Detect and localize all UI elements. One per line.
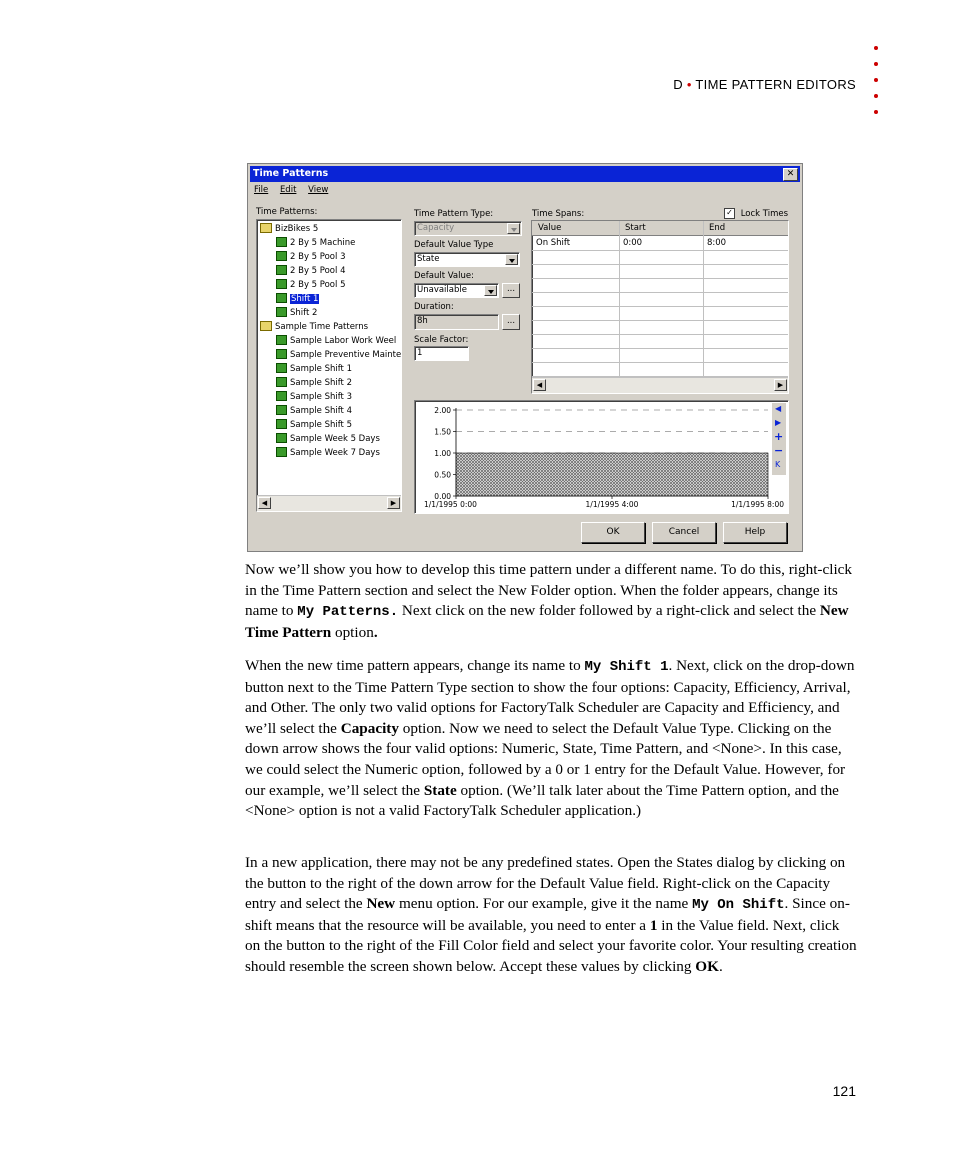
page-number: 121 bbox=[832, 1083, 856, 1099]
checkbox-check-icon[interactable]: ✓ bbox=[724, 208, 735, 219]
time-spans-label: Time Spans: bbox=[532, 209, 585, 219]
time-spans-grid[interactable] bbox=[531, 220, 789, 394]
tree-item[interactable] bbox=[276, 264, 345, 278]
chevron-down-icon[interactable] bbox=[507, 223, 520, 234]
cancel-button[interactable]: Cancel bbox=[652, 522, 716, 543]
zoom-in-icon[interactable]: + bbox=[774, 430, 784, 443]
tree-item[interactable] bbox=[276, 334, 396, 348]
tree-folder[interactable] bbox=[260, 320, 368, 334]
tree-horizontal-scrollbar[interactable] bbox=[257, 495, 401, 511]
tree-item-label: Sample Shift 1 bbox=[290, 364, 353, 374]
tree-item[interactable] bbox=[276, 250, 345, 264]
tree-folder[interactable] bbox=[260, 222, 318, 236]
menu-bar bbox=[254, 185, 337, 197]
tree-item-label: Sample Shift 2 bbox=[290, 378, 353, 388]
text-run: in the Value field. Next, click on the button to the right of the Fill Color field and select your favorite color. Your resulting creation should resemble the screen shown below. Accept these values by clicking bbox=[245, 916, 857, 975]
pattern-type-select[interactable] bbox=[414, 221, 522, 236]
text-run: option. Now we need to select the Default Value Type. Clicking on the down arrow shows the four valid options: Numeric, State, Time Pattern, and <None>. In this case, we could select the Numeric option, followed by a 0 or 1 entry for the Default Value. However, for our example, we’ll select the bbox=[245, 719, 846, 799]
time-pattern-chart[interactable] bbox=[414, 400, 789, 514]
bold-text: Capacity bbox=[340, 719, 399, 737]
scale-factor-input[interactable] bbox=[414, 346, 469, 361]
text-run: menu option. For our example, give it the name bbox=[395, 895, 693, 913]
folder-icon bbox=[260, 223, 272, 233]
default-value-label: Default Value: bbox=[414, 271, 474, 281]
time-pattern-icon bbox=[276, 251, 287, 261]
grid-row-line bbox=[532, 362, 788, 363]
time-pattern-icon bbox=[276, 419, 287, 429]
time-pattern-icon bbox=[276, 279, 287, 289]
text-run: . bbox=[718, 957, 723, 975]
time-pattern-icon bbox=[276, 433, 287, 443]
tree-item[interactable] bbox=[276, 390, 352, 404]
time-pattern-icon bbox=[276, 335, 287, 345]
grid-row-line bbox=[532, 278, 788, 279]
time-pattern-icon bbox=[276, 391, 287, 401]
grid-horizontal-scrollbar[interactable] bbox=[532, 377, 788, 393]
header-separator: • bbox=[686, 77, 692, 92]
scroll-left-icon[interactable]: ◀ bbox=[258, 497, 271, 509]
chart-toolbar bbox=[772, 403, 786, 475]
y-tick-label: 2.00 bbox=[434, 406, 451, 415]
tree-item-label: 2 By 5 Pool 4 bbox=[290, 266, 346, 276]
tree-item-label: Sample Labor Work Weel bbox=[290, 336, 397, 346]
default-value-ellipsis-button[interactable]: ... bbox=[502, 283, 520, 298]
span-cell-end[interactable]: 8:00 bbox=[707, 238, 727, 248]
bold-text: . bbox=[373, 623, 378, 641]
bold-text: 1 bbox=[649, 916, 658, 934]
tree-item[interactable] bbox=[276, 278, 345, 292]
time-pattern-icon bbox=[276, 405, 287, 415]
paragraph-2 bbox=[245, 656, 857, 822]
tree-item[interactable] bbox=[276, 376, 352, 390]
time-pattern-icon bbox=[276, 447, 287, 457]
text-run: option bbox=[331, 623, 374, 641]
grid-header bbox=[532, 221, 788, 236]
time-pattern-icon bbox=[276, 349, 287, 359]
tree-item[interactable] bbox=[276, 292, 319, 306]
menu-edit[interactable]: Edit bbox=[279, 185, 297, 195]
text-run: In a new application, there may not be any predefined states. Open the States dialog by clicking on the button to the right of the down arrow for the Default Value field. Right-click on the Capacity entry and select the bbox=[245, 854, 846, 913]
tree-item-label: Sample Shift 5 bbox=[290, 420, 353, 430]
tree-item[interactable] bbox=[276, 446, 380, 460]
text-run: Now we’ll show you how to develop this time pattern under a different name. To do this, right-click in the Time Pattern section and select the New Folder option. When the folder appears, change its name to bbox=[245, 561, 853, 620]
tree-item[interactable] bbox=[276, 362, 352, 376]
chart-first-icon[interactable]: K bbox=[775, 460, 781, 469]
tree-item-label: Sample Shift 4 bbox=[290, 406, 353, 416]
default-value-type-select[interactable] bbox=[414, 252, 520, 267]
default-value-select[interactable] bbox=[414, 283, 499, 298]
grid-row-line bbox=[532, 348, 788, 349]
duration-ellipsis-button[interactable]: ... bbox=[502, 314, 520, 330]
span-cell-value[interactable]: On Shift bbox=[536, 238, 571, 248]
text-run: . Since on-shift means that the resource will be available, you need to enter a bbox=[245, 895, 850, 934]
zoom-out-icon[interactable]: − bbox=[774, 444, 784, 457]
y-tick-label: 0.00 bbox=[434, 492, 451, 501]
tree-label: Time Patterns: bbox=[256, 207, 318, 217]
chart-svg bbox=[416, 402, 787, 512]
chevron-down-icon[interactable] bbox=[505, 254, 518, 265]
tree-item-label: Sample Time Patterns bbox=[275, 322, 369, 332]
tree-item-label: 2 By 5 Machine bbox=[290, 238, 356, 248]
tree-item-label: 2 By 5 Pool 3 bbox=[290, 252, 346, 262]
chart-left-icon[interactable]: ◀ bbox=[775, 404, 782, 413]
lock-times-checkbox[interactable] bbox=[724, 208, 788, 219]
tree-item-label: Sample Shift 3 bbox=[290, 392, 353, 402]
default-value-type-label: Default Value Type bbox=[414, 240, 494, 250]
lock-times-label: Lock Times bbox=[740, 209, 789, 219]
time-pattern-tree[interactable] bbox=[256, 219, 402, 512]
area-series bbox=[456, 453, 768, 496]
column-header-start[interactable]: Start bbox=[625, 223, 646, 233]
time-patterns-window bbox=[247, 163, 803, 552]
x-tick-label: 1/1/1995 8:00 bbox=[731, 500, 784, 509]
menu-file[interactable]: File bbox=[254, 185, 269, 195]
help-button[interactable]: Help bbox=[723, 522, 787, 543]
text-run: . Next, click on the drop-down button next to the Time Pattern Type section to show the four options: Capacity, Efficiency, Arrival, and Other. The only two valid options for FactoryTalk Scheduler are Capacity and Efficiency, and we’ll select the bbox=[245, 657, 855, 737]
paragraph-3 bbox=[245, 853, 857, 978]
y-tick-label: 1.00 bbox=[434, 449, 451, 458]
scroll-right-icon[interactable]: ▶ bbox=[387, 497, 400, 509]
tree-item[interactable] bbox=[276, 432, 380, 446]
default-value-value: Unavailable bbox=[417, 285, 467, 295]
chart-right-icon[interactable]: ▶ bbox=[775, 418, 782, 427]
tree-item[interactable] bbox=[276, 404, 352, 418]
header-title: TIME PATTERN EDITORS bbox=[695, 77, 856, 92]
time-pattern-icon bbox=[276, 237, 287, 247]
scale-factor-label: Scale Factor: bbox=[414, 335, 469, 345]
default-value-type-value: State bbox=[417, 254, 440, 264]
window-titlebar bbox=[250, 166, 800, 182]
decorative-dots bbox=[874, 46, 882, 126]
scroll-right-icon[interactable]: ▶ bbox=[774, 379, 787, 391]
time-pattern-icon bbox=[276, 307, 287, 317]
code-text: My Patterns. bbox=[297, 604, 399, 621]
time-pattern-icon bbox=[276, 363, 287, 373]
span-cell-start[interactable]: 0:00 bbox=[623, 238, 643, 248]
grid-row-line bbox=[532, 250, 788, 251]
text-run: option. (We’ll talk later about the Time Pattern option, and the <None> option is not a valid FactoryTalk Scheduler application.) bbox=[245, 781, 839, 820]
grid-row-line bbox=[532, 334, 788, 335]
grid-row-line bbox=[532, 320, 788, 321]
text-run: Next click on the new folder followed by a right-click and select the bbox=[398, 602, 820, 620]
bold-text: OK bbox=[695, 957, 719, 975]
tree-item-label: Sample Week 5 Days bbox=[290, 434, 380, 444]
grid-row-line bbox=[532, 306, 788, 307]
bold-text: State bbox=[423, 781, 457, 799]
running-header bbox=[673, 77, 856, 92]
duration-value: 8h bbox=[417, 316, 428, 326]
tree-item-label: 2 By 5 Pool 5 bbox=[290, 280, 346, 290]
scale-factor-value: 1 bbox=[417, 348, 423, 358]
y-tick-label: 0.50 bbox=[434, 470, 451, 480]
text-run: When the new time pattern appears, change its name to bbox=[245, 657, 585, 674]
tree-item-label: BizBikes 5 bbox=[275, 224, 319, 234]
time-pattern-icon bbox=[276, 265, 287, 275]
tree-item-label: Sample Preventive Mainte bbox=[290, 350, 402, 360]
x-tick-label: 1/1/1995 4:00 bbox=[585, 500, 639, 509]
code-text: My Shift 1 bbox=[584, 659, 669, 675]
grid-row-line bbox=[532, 264, 788, 265]
time-pattern-icon bbox=[276, 293, 287, 303]
paragraph-1 bbox=[245, 560, 857, 643]
header-letter: D bbox=[673, 77, 683, 92]
code-text: My On Shift bbox=[692, 897, 785, 914]
y-tick-label: 1.50 bbox=[434, 427, 451, 437]
duration-field[interactable] bbox=[414, 314, 499, 330]
pattern-type-value: Capacity bbox=[417, 223, 455, 233]
column-header-end[interactable]: End bbox=[709, 223, 726, 233]
x-tick-label: 1/1/1995 0:00 bbox=[424, 500, 477, 509]
close-icon[interactable]: ✕ bbox=[783, 168, 798, 181]
menu-view[interactable]: View bbox=[308, 185, 329, 195]
tree-item[interactable] bbox=[276, 306, 317, 320]
folder-icon bbox=[260, 321, 272, 331]
ok-button[interactable]: OK bbox=[581, 522, 645, 543]
bold-text: New bbox=[366, 895, 396, 913]
tree-item[interactable] bbox=[276, 236, 355, 250]
tree-item-label: Sample Week 7 Days bbox=[290, 448, 380, 458]
scroll-left-icon[interactable]: ◀ bbox=[533, 379, 546, 391]
time-pattern-icon bbox=[276, 377, 287, 387]
window-title: Time Patterns bbox=[253, 168, 329, 179]
bold-text: New Time Pattern bbox=[245, 602, 849, 641]
tree-item-label: Shift 1 bbox=[291, 294, 319, 304]
pattern-type-label: Time Pattern Type: bbox=[414, 209, 494, 219]
chevron-down-icon[interactable] bbox=[484, 285, 497, 296]
tree-item[interactable] bbox=[276, 348, 401, 362]
duration-label: Duration: bbox=[414, 302, 454, 312]
tree-item[interactable] bbox=[276, 418, 352, 432]
column-header-value[interactable]: Value bbox=[538, 223, 562, 233]
grid-row-line bbox=[532, 292, 788, 293]
tree-item-label: Shift 2 bbox=[290, 308, 318, 318]
